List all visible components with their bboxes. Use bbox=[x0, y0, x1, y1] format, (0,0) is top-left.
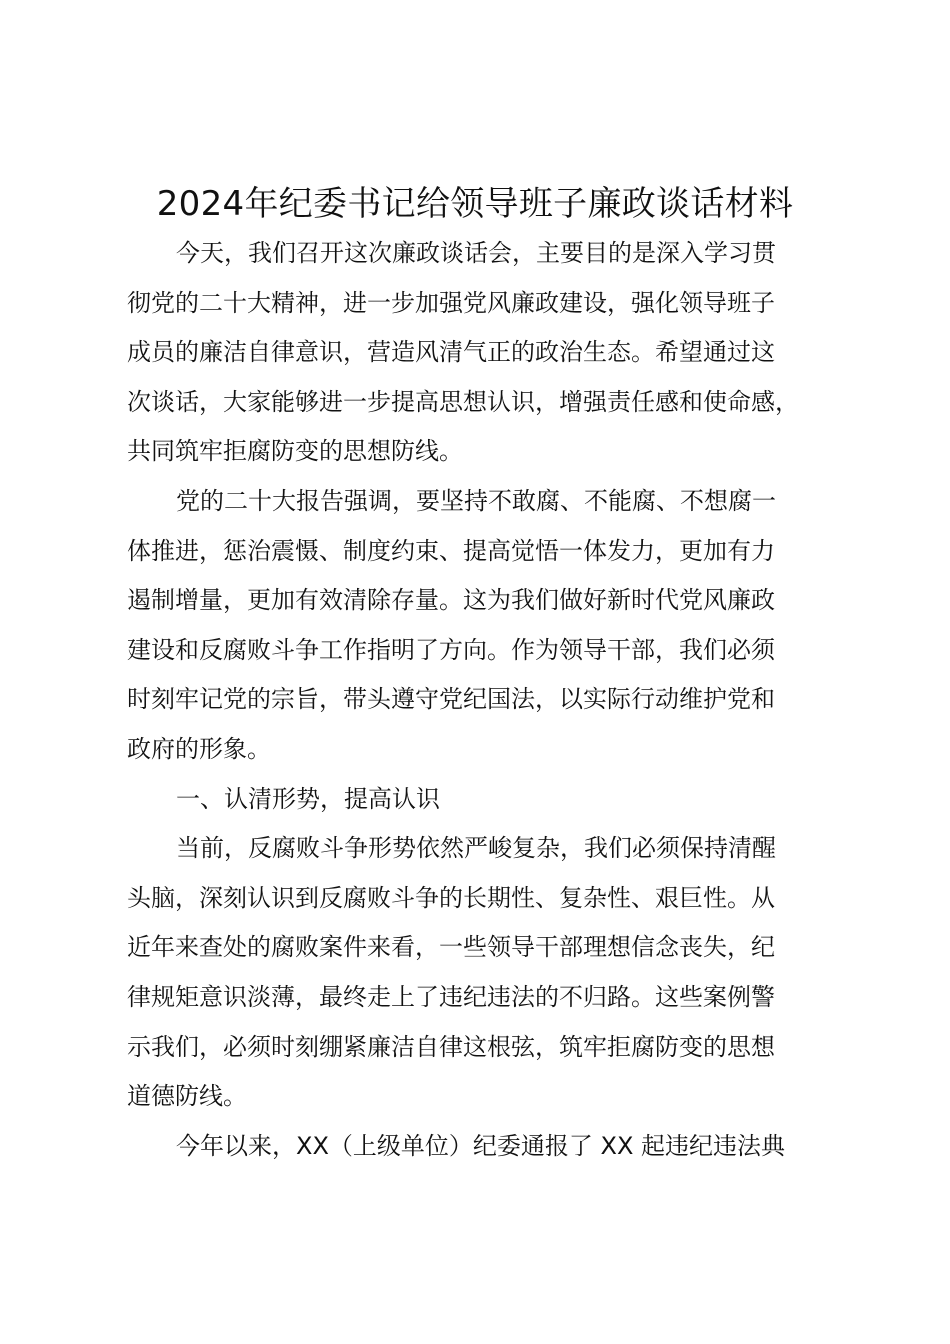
paragraph-line: 示我们，必须时刻绷紧廉洁自律这根弦，筑牢拒腐防变的思想 bbox=[127, 1032, 775, 1061]
paragraph-line: 共同筑牢拒腐防变的思想防线。 bbox=[127, 437, 463, 466]
paragraph-line: 头脑，深刻认识到反腐败斗争的长期性、复杂性、艰巨性。从 bbox=[127, 883, 775, 912]
paragraph-line: 律规矩意识淡薄，最终走上了违纪违法的不归路。这些案例警 bbox=[127, 982, 775, 1011]
paragraph-line: 建设和反腐败斗争工作指明了方向。作为领导干部，我们必须 bbox=[127, 635, 775, 664]
paragraph-line: 次谈话，大家能够进一步提高思想认识，增强责任感和使命感， bbox=[127, 387, 799, 416]
paragraph-line: 遏制增量，更加有效清除存量。这为我们做好新时代党风廉政 bbox=[127, 586, 775, 615]
paragraph-line: 政府的形象。 bbox=[127, 734, 271, 763]
paragraph-line: 今年以来，XX（上级单位）纪委通报了 XX 起违纪违法典 bbox=[176, 1131, 786, 1160]
paragraph-line: 体推进，惩治震慑、制度约束、提高觉悟一体发力，更加有力 bbox=[127, 536, 775, 565]
document-title: 2024年纪委书记给领导班子廉政谈话材料 bbox=[156, 184, 794, 224]
paragraph-intro bbox=[127, 229, 837, 477]
paragraph-line: 道德防线。 bbox=[127, 1082, 247, 1111]
paragraph-line: 时刻牢记党的宗旨，带头遵守党纪国法，以实际行动维护党和 bbox=[127, 685, 775, 714]
paragraph-line: 彻党的二十大精神，进一步加强党风廉政建设，强化领导班子 bbox=[127, 288, 775, 317]
paragraph-line: 今天，我们召开这次廉政谈话会，主要目的是深入学习贯 bbox=[176, 239, 776, 267]
paragraph-cases bbox=[127, 1122, 837, 1172]
paragraph-report bbox=[127, 477, 837, 775]
document-body bbox=[127, 229, 837, 1171]
section-heading: 一、认清形势，提高认识 bbox=[176, 784, 440, 813]
paragraph-situation bbox=[127, 824, 837, 1122]
paragraph-line: 成员的廉洁自律意识，营造风清气正的政治生态。希望通过这 bbox=[127, 338, 775, 367]
paragraph-line: 党的二十大报告强调，要坚持不敢腐、不能腐、不想腐一 bbox=[176, 486, 776, 515]
paragraph-line: 近年来查处的腐败案件来看，一些领导干部理想信念丧失，纪 bbox=[127, 933, 775, 962]
paragraph-line: 当前，反腐败斗争形势依然严峻复杂，我们必须保持清醒 bbox=[176, 834, 776, 863]
